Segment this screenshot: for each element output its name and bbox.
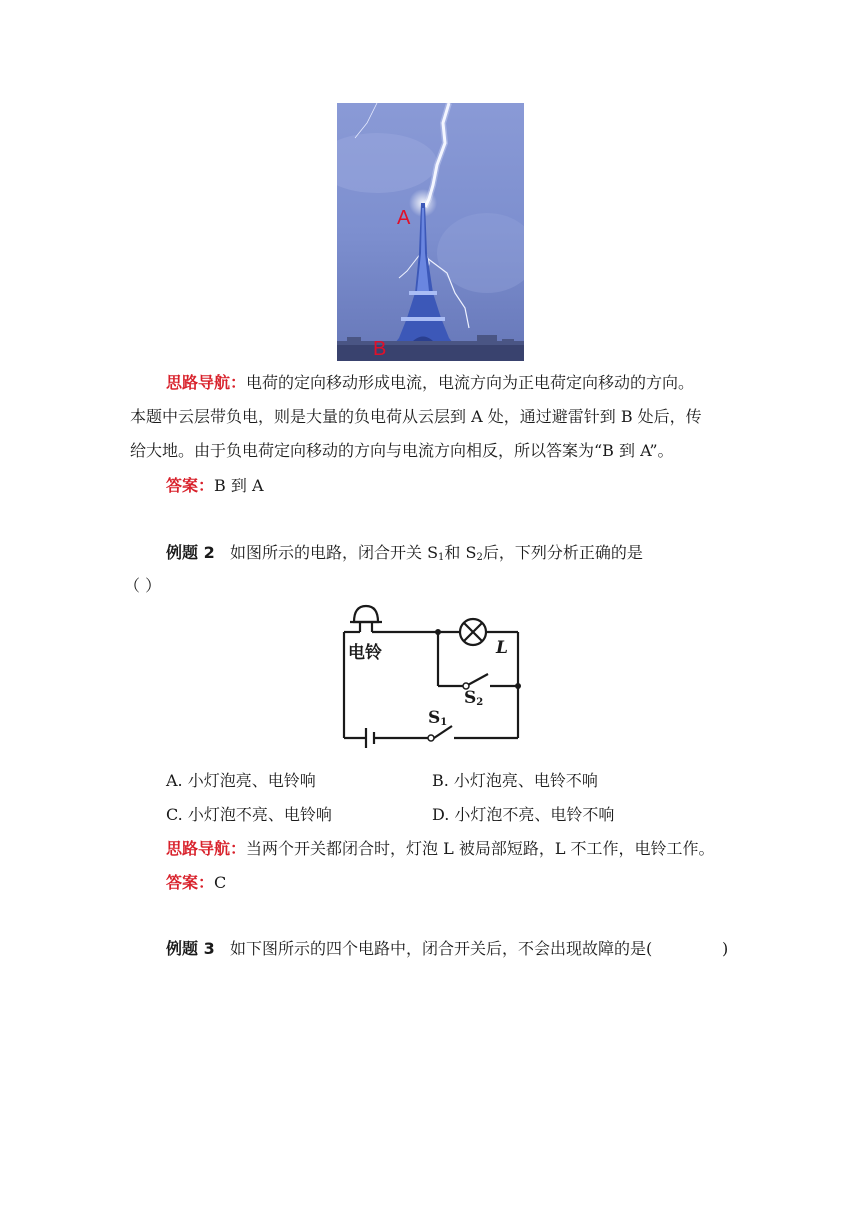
example-3-close-paren: ) [722,939,729,958]
switch-s1-label [428,708,447,728]
answer-1 [166,475,264,497]
switch-s2-letter: S [464,688,477,708]
point-a-label: A [397,207,411,229]
example-2-s2-sub: 2 [476,552,483,563]
answer-2-label: 答案： [166,873,215,892]
switch-s1-sub: 1 [440,717,448,728]
example-2-answer-bracket: （ ） [124,576,162,595]
circuit-svg [330,604,530,754]
point-b-label: B [373,338,387,360]
example-2-text-b: 和 S [444,543,477,562]
analysis-1-line-2: 本题中云层带负电，则是大量的负电荷从云层到 A 处，通过避雷针到 B 处后，传 [130,407,702,426]
analysis-1-line-3: 给大地。由于负电荷定向移动的方向与电流方向相反，所以答案为“B 到 A”。 [130,441,674,460]
answer-2-value: C [214,873,227,892]
analysis-2-text: 当两个开关都闭合时，灯泡 L 被局部短路，L 不工作，电铃工作。 [246,839,715,858]
analysis-2-label: 思路导航： [166,839,247,858]
example-2-question [166,542,643,569]
answer-2 [166,872,226,894]
bell-label: 电铃 [348,643,382,663]
lamp-label: L [496,638,508,658]
example-2-s1-sub: 1 [438,552,445,563]
example-3-text: 如下图所示的四个电路中，闭合开关后，不会出现故障的是( [229,939,653,958]
option-d[interactable]: D. 小灯泡不亮、电铃不响 [432,805,615,824]
analysis-1-line-1 [166,372,694,394]
example-2-text-c: 后，下列分析正确的是 [482,543,643,562]
switch-s2-label [464,688,483,708]
lightning-tower-photo [337,103,524,361]
answer-1-label: 答案： [166,476,215,495]
example-2-label: 例题 2 [166,543,215,562]
option-b[interactable]: B. 小灯泡亮、电铃不响 [432,771,598,790]
circuit-diagram [330,604,530,754]
option-c[interactable]: C. 小灯泡不亮、电铃响 [166,805,332,824]
example-2-text-a: 如图所示的电路，闭合开关 S [229,543,439,562]
answer-1-value: B 到 A [214,476,264,495]
example-3-question [166,938,652,960]
example-3-label: 例题 3 [166,939,215,958]
photo-illustration [337,103,524,361]
analysis-2 [166,838,715,860]
option-a[interactable]: A. 小灯泡亮、电铃响 [166,771,316,790]
switch-s1-letter: S [428,708,441,728]
switch-s2-sub: 2 [476,697,484,708]
analysis-1-label: 思路导航： [166,373,247,392]
analysis-1-text-1: 电荷的定向移动形成电流，电流方向为正电荷定向移动的方向。 [246,373,695,392]
